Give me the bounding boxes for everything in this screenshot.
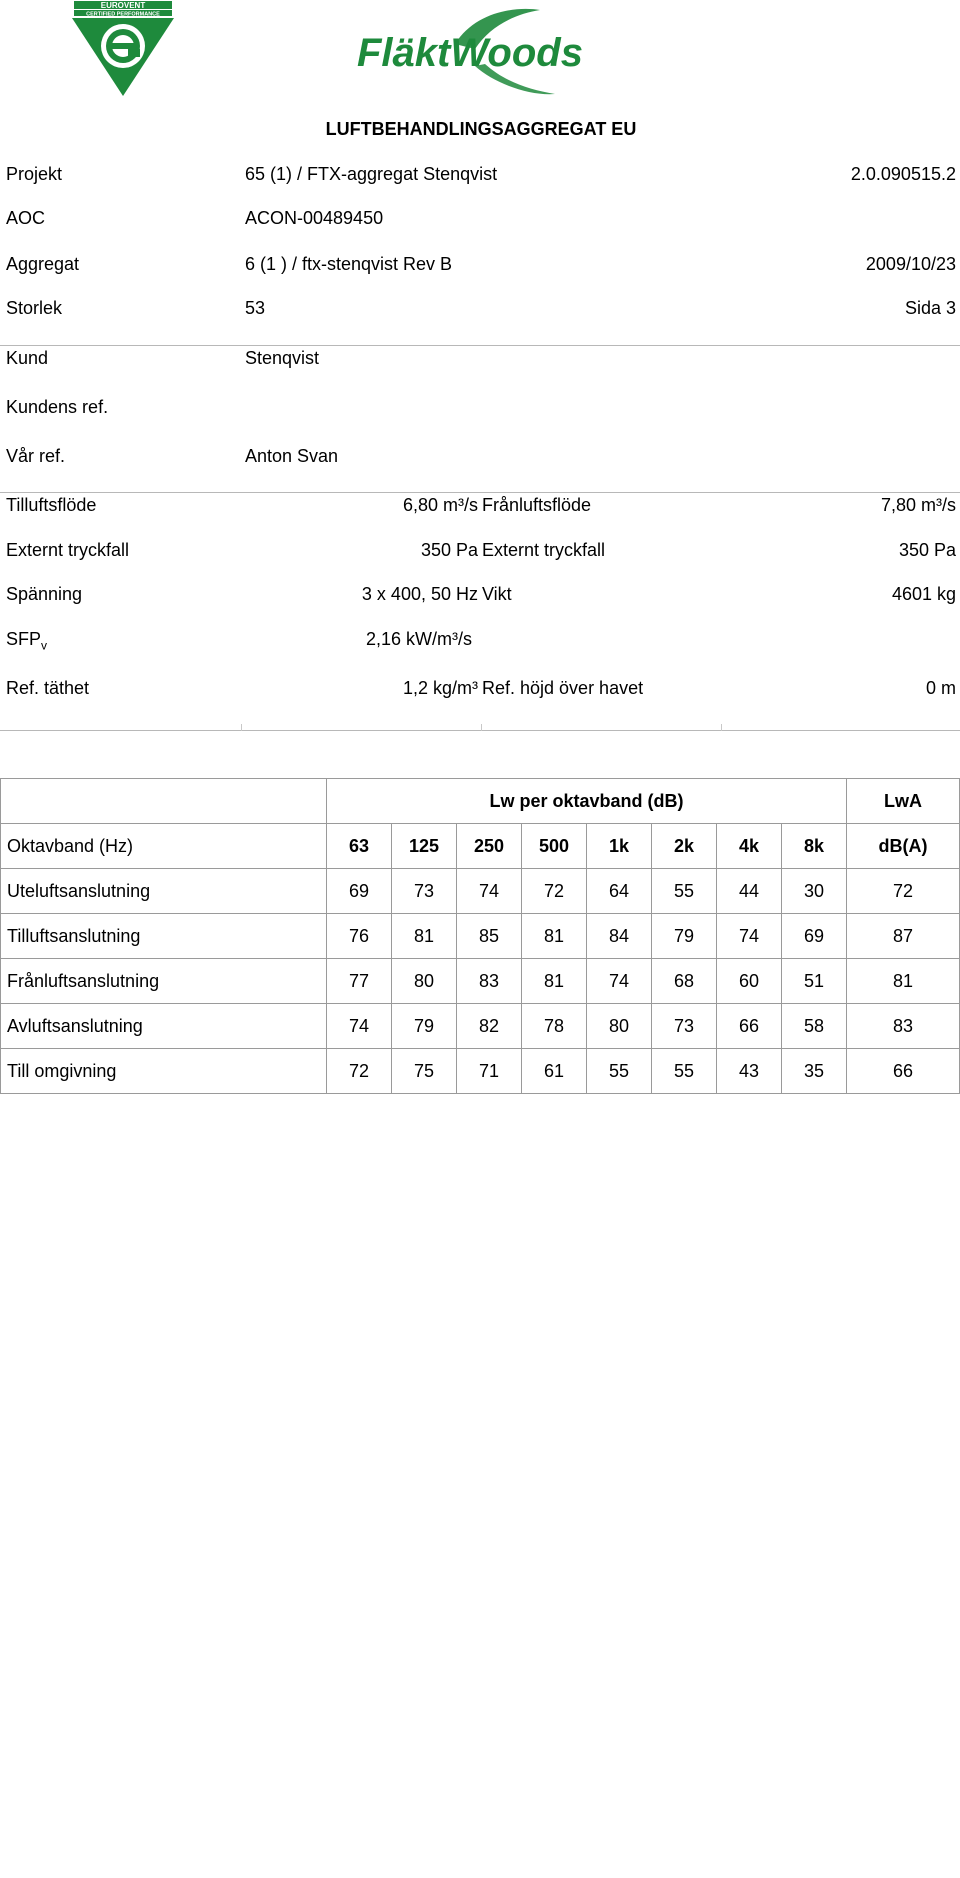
value-cell: 81 [522,959,587,1004]
svg-text:EUROVENT: EUROVENT [100,1,146,10]
value-cell: 82 [457,1004,522,1049]
sound-power-table [0,778,958,1878]
table-row [1,914,960,959]
value-cell: 84 [587,914,652,959]
spanning-value: 3 x 400, 50 Hz [361,584,478,604]
sfp-value: 2,16 kW/m³/s [366,629,473,649]
value-cell: 72 [522,869,587,914]
band-cell: 250 [457,824,522,869]
value-cell: 44 [717,869,782,914]
svg-text:CERTIFIED PERFORMANCE: CERTIFIED PERFORMANCE [86,11,160,18]
value-cell: 69 [327,869,392,914]
document-title: LUFTBEHANDLINGSAGGREGAT EU [325,119,637,139]
spanning-label: Spänning [6,584,83,604]
kund-label: Kund [6,348,49,368]
value-cell: 43 [717,1049,782,1094]
var-ref-label: Vår ref. [6,446,66,466]
value-cell: 78 [522,1004,587,1049]
value-cell: 55 [652,1049,717,1094]
value-cell: 85 [457,914,522,959]
ref-hojd-label: Ref. höjd över havet [482,678,644,698]
projekt-value: 65 (1) / FTX-aggregat Stenqvist [245,164,498,184]
value-cell: 75 [392,1049,457,1094]
storlek-label: Storlek [6,298,63,318]
var-ref-value: Anton Svan [245,446,339,466]
divider-3 [0,730,960,731]
value-cell: 77 [327,959,392,1004]
externt-tryckfall-value-exhaust: 350 Pa [898,540,956,560]
vikt-value: 4601 kg [891,584,956,604]
value-cell: 80 [392,959,457,1004]
value-cell: 83 [457,959,522,1004]
lwa-value-cell: 66 [847,1049,960,1094]
value-cell: 79 [652,914,717,959]
value-cell: 69 [782,914,847,959]
divider-tick-3 [721,724,722,731]
band-cell: 125 [392,824,457,869]
table-band-header-row [1,824,960,869]
sfp-label-subscript: v [41,638,48,653]
value-cell: 55 [587,1049,652,1094]
value-cell: 30 [782,869,847,914]
aoc-label: AOC [6,208,46,228]
value-cell: 51 [782,959,847,1004]
row-label-cell: Till omgivning [1,1049,327,1094]
divider-tick-2 [481,724,482,731]
externt-tryckfall-label-exhaust: Externt tryckfall [482,540,606,560]
document-date: 2009/10/23 [865,254,956,274]
value-cell: 68 [652,959,717,1004]
value-cell: 60 [717,959,782,1004]
row-label-cell: Uteluftsanslutning [1,869,327,914]
band-cell: 4k [717,824,782,869]
lwa-value-cell: 81 [847,959,960,1004]
value-cell: 58 [782,1004,847,1049]
table-row [1,869,960,914]
value-cell: 76 [327,914,392,959]
page-number: Sida 3 [904,298,956,318]
divider-2 [0,492,960,493]
storlek-value: 53 [245,298,266,318]
value-cell: 55 [652,869,717,914]
value-cell: 73 [392,869,457,914]
lwa-header: LwA [847,779,960,824]
octave-band-group-header: Lw per oktavband (dB) [327,779,847,824]
band-cell: 8k [782,824,847,869]
vikt-label: Vikt [482,584,512,604]
version-number: 2.0.090515.2 [850,164,956,184]
aggregat-label: Aggregat [6,254,80,274]
table-group-header-row [1,779,960,824]
franluftsflode-value: 7,80 m³/s [880,495,956,515]
lwa-value-cell: 83 [847,1004,960,1049]
aoc-value: ACON-00489450 [245,208,384,228]
value-cell: 74 [717,914,782,959]
ref-tathet-value: 1,2 kg/m³ [402,678,478,698]
tilluftsflode-label: Tilluftsflöde [6,495,97,515]
table-row [1,1004,960,1049]
value-cell: 74 [457,869,522,914]
value-cell: 74 [587,959,652,1004]
externt-tryckfall-label-supply: Externt tryckfall [6,540,130,560]
table-row [1,959,960,1004]
lwa-unit-cell: dB(A) [847,824,960,869]
row-label-cell: Tilluftsanslutning [1,914,327,959]
band-cell: 2k [652,824,717,869]
projekt-label: Projekt [6,164,63,184]
value-cell: 64 [587,869,652,914]
value-cell: 66 [717,1004,782,1049]
value-cell: 81 [522,914,587,959]
lwa-value-cell: 87 [847,914,960,959]
value-cell: 71 [457,1049,522,1094]
value-cell: 35 [782,1049,847,1094]
lwa-value-cell: 72 [847,869,960,914]
header-empty-cell [1,779,327,824]
value-cell: 73 [652,1004,717,1049]
franluftsflode-label: Frånluftsflöde [482,495,592,515]
table-row [1,1049,960,1094]
band-cell: 63 [327,824,392,869]
flaktwoods-logo [355,4,610,99]
value-cell: 74 [327,1004,392,1049]
sfp-label-text: SFP [6,629,42,649]
eurovent-logo [68,0,178,100]
tilluftsflode-value: 6,80 m³/s [402,495,478,515]
band-cell: 500 [522,824,587,869]
externt-tryckfall-value-supply: 350 Pa [420,540,478,560]
svg-text:FläktWoods: FläktWoods [357,31,583,75]
aggregat-value: 6 (1 ) / ftx-stenqvist Rev B [245,254,453,274]
divider-tick-1 [241,724,242,731]
value-cell: 61 [522,1049,587,1094]
row-label-cell: Frånluftsanslutning [1,959,327,1004]
value-cell: 80 [587,1004,652,1049]
ref-hojd-value: 0 m [925,678,956,698]
band-cell: 1k [587,824,652,869]
ref-tathet-label: Ref. täthet [6,678,90,698]
band-label-cell: Oktavband (Hz) [1,824,327,869]
value-cell: 81 [392,914,457,959]
value-cell: 72 [327,1049,392,1094]
sfp-label [6,629,47,653]
row-label-cell: Avluftsanslutning [1,1004,327,1049]
kundens-ref-label: Kundens ref. [6,397,109,417]
kund-value: Stenqvist [245,348,320,368]
sound-power-grid [0,778,960,1094]
value-cell: 79 [392,1004,457,1049]
divider-1 [0,345,960,346]
